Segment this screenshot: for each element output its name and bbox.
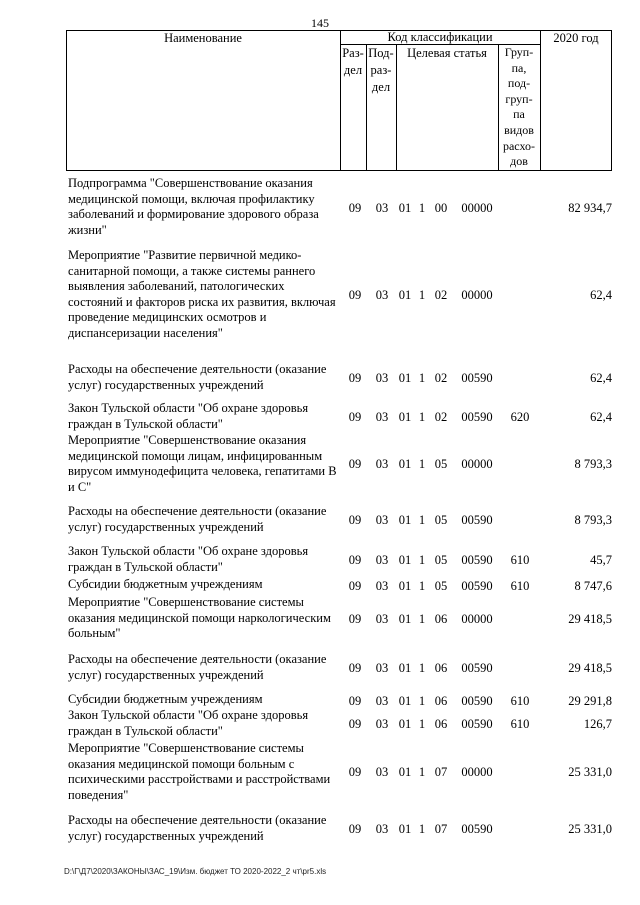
cell-razdel: 09 — [348, 288, 362, 302]
cell-podrazdel: 03 — [375, 765, 389, 779]
cell-program: 01 — [398, 513, 412, 527]
cell-program: 01 — [398, 371, 412, 385]
cell-program: 01 — [398, 612, 412, 626]
cell-name: Мероприятие "Совершенствование оказания медицинской помощи лицам, инфицированным вирусом иммунодефицита человека, гепатитами В и С" — [68, 433, 337, 494]
cell-razdel: 09 — [348, 661, 362, 675]
cell-podrazdel: 03 — [375, 513, 389, 527]
cell-direction: 00590 — [461, 513, 493, 527]
cell-program: 01 — [398, 579, 412, 593]
cell-amount: 29 291,8 — [568, 694, 612, 708]
cell-name: Мероприятие "Совершенствование системы оказания медицинской помощи больным с психическими расстройствами и расстройствами поведения" — [68, 741, 331, 802]
cell-podrazdel: 03 — [375, 694, 389, 708]
cell-name: Расходы на обеспечение деятельности (оказание услуг) государственных учреждений — [68, 504, 327, 534]
table-row — [0, 652, 640, 684]
cell-event: 00 — [434, 201, 448, 215]
cell-razdel: 09 — [348, 822, 362, 836]
header-code-group: Код классификации — [387, 30, 493, 44]
cell-podrazdel: 03 — [375, 201, 389, 215]
cell-name: Закон Тульской области "Об охране здоровья граждан в Тульской области" — [68, 708, 309, 738]
cell-expense-type: 610 — [510, 717, 530, 731]
cell-expense-type: 610 — [510, 553, 530, 567]
cell-razdel: 09 — [348, 371, 362, 385]
cell-subprogram: 1 — [418, 513, 426, 527]
cell-amount: 126,7 — [583, 717, 612, 731]
cell-amount: 62,4 — [590, 371, 612, 385]
header-gruppa: Груп- па, под- груп- па видов расхо- дов — [502, 45, 536, 169]
cell-expense-type: 610 — [510, 579, 530, 593]
cell-program: 01 — [398, 822, 412, 836]
cell-name: Мероприятие "Совершенствование системы оказания медицинской помощи наркологическим больным" — [68, 595, 331, 640]
cell-name: Расходы на обеспечение деятельности (оказание услуг) государственных учреждений — [68, 362, 327, 392]
cell-subprogram: 1 — [418, 822, 426, 836]
cell-name: Субсидии бюджетным учреждениям — [68, 692, 263, 706]
cell-subprogram: 1 — [418, 288, 426, 302]
cell-subprogram: 1 — [418, 694, 426, 708]
cell-event: 05 — [434, 513, 448, 527]
cell-subprogram: 1 — [418, 579, 426, 593]
table-row — [0, 362, 640, 394]
cell-subprogram: 1 — [418, 410, 426, 424]
cell-podrazdel: 03 — [375, 457, 389, 471]
table-row — [0, 504, 640, 536]
cell-amount: 29 418,5 — [568, 661, 612, 675]
cell-subprogram: 1 — [418, 612, 426, 626]
cell-program: 01 — [398, 661, 412, 675]
cell-podrazdel: 03 — [375, 661, 389, 675]
cell-direction: 00590 — [461, 410, 493, 424]
cell-subprogram: 1 — [418, 201, 426, 215]
page-number: 145 — [311, 16, 329, 30]
cell-name: Мероприятие "Развитие первичной медико-санитарной помощи, а также системы раннего выявления заболеваний, патологических состояний и факторов риска их развития, включая проведение медицинских осмотров и диспансеризации населения" — [68, 248, 336, 340]
header-razdel: Раз- дел — [342, 46, 364, 77]
cell-name: Подпрограмма "Совершенствование оказания медицинской помощи, включая профилактику заболеваний и формирование здорового образа жизни" — [68, 176, 319, 237]
cell-event: 07 — [434, 822, 448, 836]
cell-podrazdel: 03 — [375, 410, 389, 424]
header-tselevaya: Целевая статья — [407, 46, 487, 60]
cell-amount: 25 331,0 — [568, 765, 612, 779]
cell-amount: 82 934,7 — [568, 201, 612, 215]
cell-razdel: 09 — [348, 765, 362, 779]
cell-program: 01 — [398, 410, 412, 424]
cell-name: Расходы на обеспечение деятельности (оказание услуг) государственных учреждений — [68, 652, 327, 682]
cell-amount: 25 331,0 — [568, 822, 612, 836]
cell-event: 02 — [434, 288, 448, 302]
cell-amount: 62,4 — [590, 410, 612, 424]
cell-event: 02 — [434, 371, 448, 385]
cell-subprogram: 1 — [418, 717, 426, 731]
cell-direction: 00000 — [461, 457, 493, 471]
cell-razdel: 09 — [348, 457, 362, 471]
cell-program: 01 — [398, 765, 412, 779]
table-row — [0, 577, 640, 595]
cell-direction: 00000 — [461, 765, 493, 779]
cell-amount: 8 793,3 — [574, 513, 612, 527]
cell-name: Закон Тульской области "Об охране здоровья граждан в Тульской области" — [68, 401, 309, 431]
cell-event: 06 — [434, 661, 448, 675]
cell-direction: 00590 — [461, 371, 493, 385]
cell-amount: 8 793,3 — [574, 457, 612, 471]
cell-direction: 00590 — [461, 822, 493, 836]
cell-razdel: 09 — [348, 694, 362, 708]
cell-podrazdel: 03 — [375, 612, 389, 626]
table-row — [0, 401, 640, 433]
cell-podrazdel: 03 — [375, 717, 389, 731]
cell-podrazdel: 03 — [375, 371, 389, 385]
cell-razdel: 09 — [348, 612, 362, 626]
cell-direction: 00590 — [461, 694, 493, 708]
cell-razdel: 09 — [348, 410, 362, 424]
cell-expense-type: 620 — [510, 410, 530, 424]
cell-name: Расходы на обеспечение деятельности (оказание услуг) государственных учреждений — [68, 813, 327, 843]
header-year: 2020 год — [553, 31, 599, 45]
cell-subprogram: 1 — [418, 553, 426, 567]
cell-razdel: 09 — [348, 553, 362, 567]
table-row — [0, 813, 640, 845]
cell-direction: 00590 — [461, 661, 493, 675]
cell-podrazdel: 03 — [375, 579, 389, 593]
cell-razdel: 09 — [348, 201, 362, 215]
table-row — [0, 176, 640, 240]
cell-event: 05 — [434, 579, 448, 593]
cell-event: 02 — [434, 410, 448, 424]
cell-podrazdel: 03 — [375, 553, 389, 567]
cell-direction: 00590 — [461, 553, 493, 567]
cell-program: 01 — [398, 553, 412, 567]
cell-direction: 00590 — [461, 579, 493, 593]
cell-direction: 00000 — [461, 201, 493, 215]
cell-program: 01 — [398, 717, 412, 731]
cell-subprogram: 1 — [418, 371, 426, 385]
cell-subprogram: 1 — [418, 457, 426, 471]
cell-podrazdel: 03 — [375, 288, 389, 302]
cell-name: Закон Тульской области "Об охране здоровья граждан в Тульской области" — [68, 544, 309, 574]
cell-event: 05 — [434, 553, 448, 567]
cell-program: 01 — [398, 694, 412, 708]
cell-razdel: 09 — [348, 579, 362, 593]
cell-program: 01 — [398, 201, 412, 215]
table-row — [0, 595, 640, 643]
cell-program: 01 — [398, 457, 412, 471]
cell-amount: 29 418,5 — [568, 612, 612, 626]
cell-subprogram: 1 — [418, 765, 426, 779]
cell-event: 05 — [434, 457, 448, 471]
table-row — [0, 708, 640, 740]
cell-direction: 00000 — [461, 288, 493, 302]
cell-razdel: 09 — [348, 717, 362, 731]
cell-event: 06 — [434, 612, 448, 626]
table-row — [0, 544, 640, 576]
cell-program: 01 — [398, 288, 412, 302]
cell-amount: 62,4 — [590, 288, 612, 302]
cell-amount: 8 747,6 — [574, 579, 612, 593]
cell-direction: 00000 — [461, 612, 493, 626]
table-row — [0, 433, 640, 495]
table-row — [0, 248, 640, 342]
cell-name: Субсидии бюджетным учреждениям — [68, 577, 263, 591]
footer-file-path: D:\Г\Д7\2020\ЗАКОНЫ\ЗАС_19\Изм. бюджет ТО 2020-2022_2 чт\pr5.xls — [64, 867, 327, 876]
cell-podrazdel: 03 — [375, 822, 389, 836]
cell-expense-type: 610 — [510, 694, 530, 708]
cell-razdel: 09 — [348, 513, 362, 527]
cell-subprogram: 1 — [418, 661, 426, 675]
cell-event: 07 — [434, 765, 448, 779]
table-row — [0, 741, 640, 803]
cell-event: 06 — [434, 694, 448, 708]
cell-amount: 45,7 — [590, 553, 612, 567]
cell-direction: 00590 — [461, 717, 493, 731]
cell-event: 06 — [434, 717, 448, 731]
header-podrazdel: Под- раз- дел — [368, 46, 394, 94]
header-name: Наименование — [164, 31, 242, 45]
